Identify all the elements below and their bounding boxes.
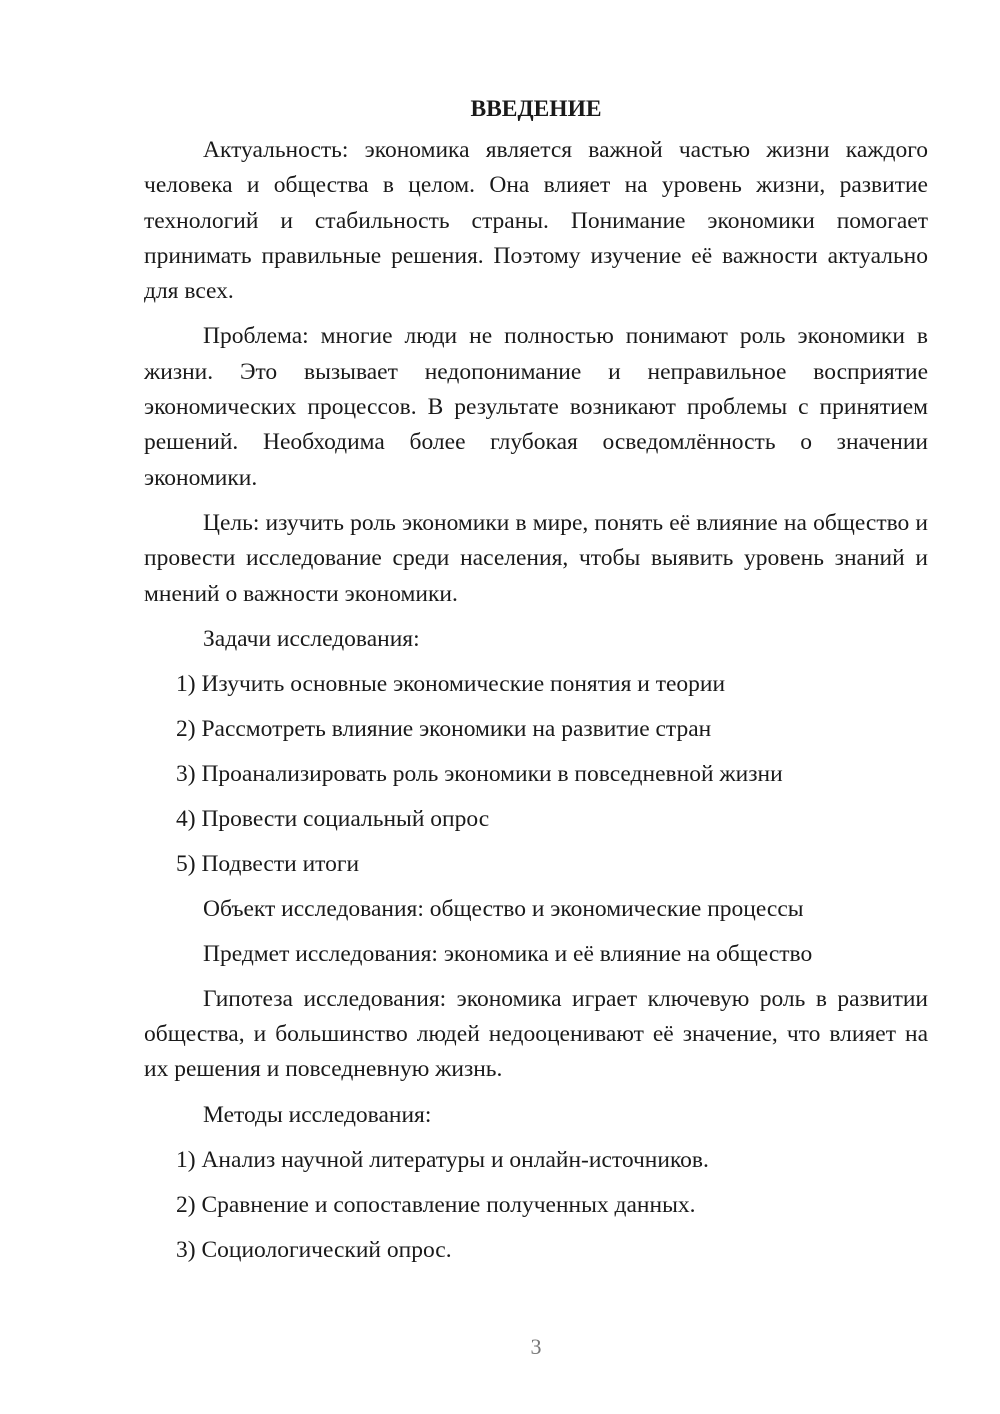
task-item: 4) Провести социальный опрос [176, 805, 490, 832]
relevance-paragraph: Актуальность: экономика является важной частью жизни каждого человека и общества в целом. Она влияет на уровень жизни, развитие технологий и стабильность страны. Понимание экономики помогает принимать правильные решения. Поэтому изучение её важности актуально для всех. [144, 137, 928, 305]
task-item: 3) Проанализировать роль экономики в повседневной жизни [176, 760, 783, 787]
task-item: 1) Изучить основные экономические понятия и теории [176, 670, 726, 697]
task-item: 5) Подвести итоги [176, 850, 360, 877]
page-title: ВВЕДЕНИЕ [470, 96, 602, 122]
goal-paragraph: Цель: изучить роль экономики в мире, понять её влияние на общество и провести исследование среди населения, чтобы выявить уровень знаний и мнений о важности экономики. [144, 509, 928, 607]
tasks-heading: Задачи исследования: [203, 625, 420, 652]
method-item: 1) Анализ научной литературы и онлайн-источников. [176, 1146, 709, 1173]
page-content [144, 92, 928, 1278]
methods-list [144, 1143, 928, 1268]
task-item: 2) Рассмотреть влияние экономики на развитие стран [176, 715, 712, 742]
problem-paragraph: Проблема: многие люди не полностью понимают роль экономики в жизни. Это вызывает недопонимание и неправильное восприятие экономических процессов. В результате возникают проблемы с принятием решений. Необходима более глубокая осведомлённость о значении экономики. [144, 323, 928, 491]
tasks-list [144, 667, 928, 882]
method-item: 2) Сравнение и сопоставление полученных данных. [176, 1191, 696, 1218]
research-object: Объект исследования: общество и экономические процессы [203, 895, 804, 922]
hypothesis-paragraph: Гипотеза исследования: экономика играет ключевую роль в развитии общества, и большинство людей недооценивают её значение, что влияет на их решения и повседневную жизнь. [144, 985, 928, 1083]
methods-heading: Методы исследования: [203, 1101, 432, 1128]
method-item: 3) Социологический опрос. [176, 1236, 452, 1263]
research-subject: Предмет исследования: экономика и её влияние на общество [203, 940, 813, 967]
page-number: 3 [530, 1334, 542, 1359]
